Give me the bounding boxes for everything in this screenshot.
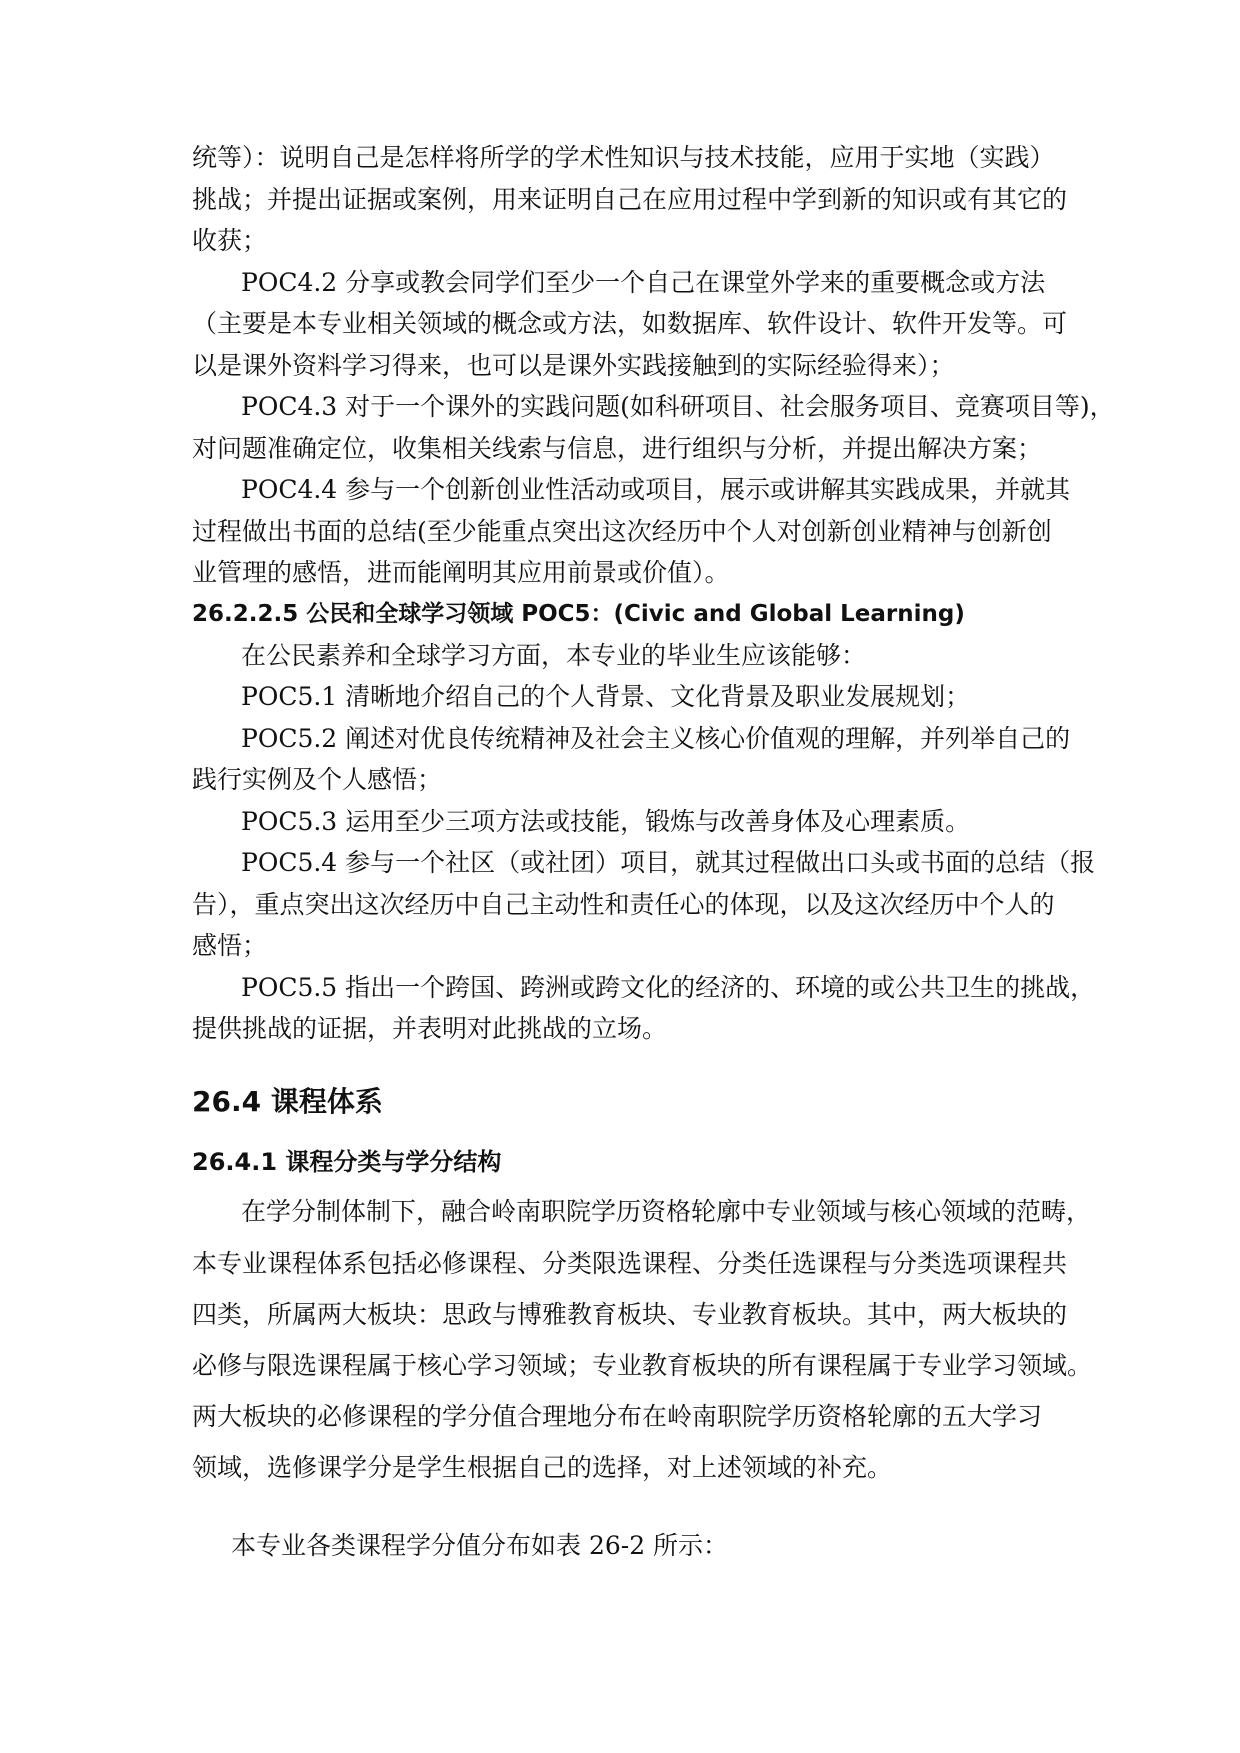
poc5-3-line: POC5.3 运用至少三项方法或技能，锻炼与改善身体及心理素质。 <box>241 807 971 836</box>
poc4-2-line-3: 以是课外资料学习得来，也可以是课外实践接触到的实际经验得来）； <box>192 351 955 380</box>
poc4-intro-line-1: 统等）：说明自己是怎样将所学的学术性知识与技术技能，应用于实地（实践） <box>192 143 1055 172</box>
poc5-1-line: POC5.1 清晰地介绍自己的个人背景、文化背景及职业发展规划； <box>241 682 971 711</box>
poc4-3-line-1: POC4.3 对于一个课外的实践问题(如科研项目、社会服务项目、竞赛项目等)， <box>241 392 1115 421</box>
poc4-2-line-2: （主要是本专业相关领域的概念或方法，如数据库、软件设计、软件开发等。可 <box>192 309 1068 338</box>
para-line-2: 本专业课程体系包括必修课程、分类限选课程、分类任选课程与分类选项课程共 <box>192 1249 1068 1278</box>
poc4-3-line-2: 对问题准确定位，收集相关线索与信息，进行组织与分析，并提出解决方案； <box>192 434 1043 463</box>
poc4-2-line-1: POC4.2 分享或教会同学们至少一个自己在课堂外学来的重要概念或方法 <box>241 268 1046 297</box>
poc5-intro: 在公民素养和全球学习方面，本专业的毕业生应该能够： <box>241 641 867 670</box>
poc4-intro-line-2: 挑战；并提出证据或案例，用来证明自己在应用过程中学到新的知识或有其它的 <box>192 185 1068 214</box>
poc5-4-line-2: 告），重点突出这次经历中自己主动性和责任心的体现，以及这次经历中个人的 <box>192 890 1055 919</box>
poc5-5-line-2: 提供挑战的证据，并表明对此挑战的立场。 <box>192 1014 668 1043</box>
para-line-4: 必修与限选课程属于核心学习领域；专业教育板块的所有课程属于专业学习领域。 <box>192 1351 1093 1380</box>
table-reference: 本专业各类课程学分值分布如表 26-2 所示： <box>231 1531 729 1560</box>
poc4-intro-line-3: 收获； <box>192 226 268 255</box>
poc5-5-line-1: POC5.5 指出一个跨国、跨洲或跨文化的经济的、环境的或公共卫生的挑战， <box>241 973 1096 1002</box>
subheading-26-4-1: 26.4.1 课程分类与学分结构 <box>192 1148 502 1176</box>
poc5-4-line-3: 感悟； <box>192 931 268 960</box>
para-line-1: 在学分制体制下，融合岭南职院学历资格轮廓中专业领域与核心领域的范畴， <box>241 1197 1092 1226</box>
poc5-2-line-1: POC5.2 阐述对优良传统精神及社会主义核心价值观的理解，并列举自己的 <box>241 724 1071 753</box>
poc4-4-line-2: 过程做出书面的总结(至少能重点突出这次经历中个人对创新创业精神与创新创 <box>192 517 1052 546</box>
poc5-heading: 26.2.2.5 公民和全球学习领域 POC5：(Civic and Global Learning) <box>192 601 965 627</box>
poc5-4-line-1: POC5.4 参与一个社区（或社团）项目，就其过程做出口头或书面的总结（报 <box>241 848 1096 877</box>
section-heading-26-4: 26.4 课程体系 <box>192 1085 383 1118</box>
para-line-3: 四类，所属两大板块：思政与博雅教育板块、专业教育板块。其中，两大板块的 <box>192 1300 1068 1329</box>
para-line-6: 领域，选修课学分是学生根据自己的选择，对上述领域的补充。 <box>192 1453 893 1482</box>
poc5-2-line-2: 践行实例及个人感悟； <box>192 765 443 794</box>
para-line-5: 两大板块的必修课程的学分值合理地分布在岭南职院学历资格轮廓的五大学习 <box>192 1402 1043 1431</box>
poc4-4-line-1: POC4.4 参与一个创新创业性活动或项目，展示或讲解其实践成果，并就其 <box>241 475 1071 504</box>
poc4-4-line-3: 业管理的感悟，进而能阐明其应用前景或价值）。 <box>192 558 730 587</box>
